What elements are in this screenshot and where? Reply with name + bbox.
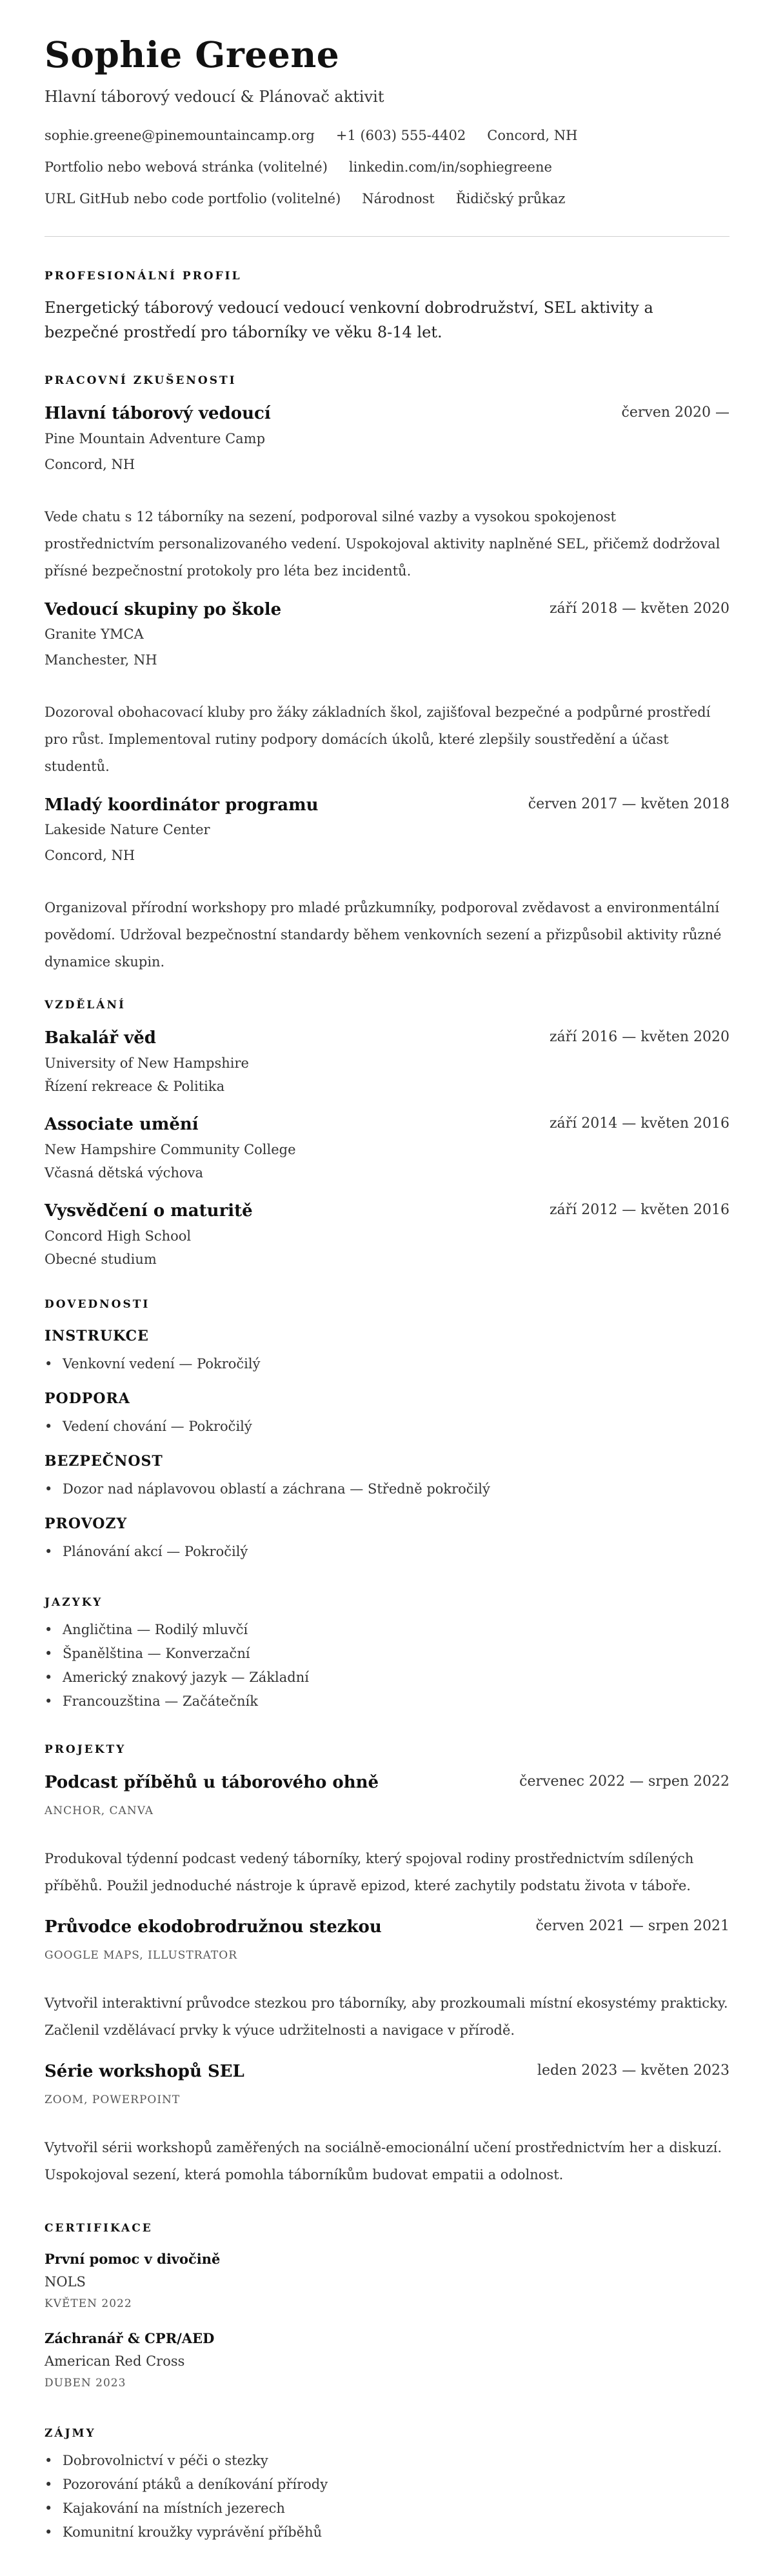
interests-heading: ZÁJMY: [45, 2427, 96, 2440]
skill-item: • Vedení chování — Pokročilý: [45, 1419, 252, 1434]
degree-title: Bakalář věd: [45, 1028, 156, 1048]
contact-line-1: [45, 128, 599, 143]
job-description: Vede chatu s 12 táborníky na sezení, podporoval silné vazby a vysokou spokojenost prostřednictvím personalizovaného vedení. Uspokojoval aktivity naplněné SEL, přičemž dodržoval přísné bezpečnostní protokoly pro léta bez incidentů.: [45, 509, 720, 579]
job-title: Vedoucí skupiny po škole: [45, 600, 282, 619]
job-location: Concord, NH: [45, 848, 135, 863]
project-title: Průvodce ekodobrodružnou stezkou: [45, 1917, 382, 1937]
school-name: University of New Hampshire: [45, 1055, 249, 1071]
job-location: Concord, NH: [45, 457, 135, 472]
project-dates: červenec 2022 — srpen 2022: [519, 1773, 729, 1790]
skill-category: BEZPEČNOST: [45, 1453, 163, 1470]
contact-line-3: [45, 191, 587, 206]
language-item: • Americký znakový jazyk — Základní: [45, 1670, 309, 1685]
github-link[interactable]: URL GitHub nebo code portfolio (volitelné): [45, 191, 341, 206]
languages-heading: JAZYKY: [45, 1596, 103, 1609]
education-heading: VZDĚLÁNÍ: [45, 999, 126, 1012]
skill-category: PODPORA: [45, 1390, 130, 1407]
language-item: • Španělština — Konverzační: [45, 1646, 250, 1661]
candidate-name: Sophie Greene: [45, 34, 340, 75]
job-title: Hlavní táborový vedoucí: [45, 404, 271, 423]
interest-item: • Dobrovolnictví v péči o stezky: [45, 2453, 268, 2468]
job-org: Granite YMCA: [45, 626, 144, 642]
interest-item: • Kajakování na místních jezerech: [45, 2501, 285, 2516]
job-description: Dozoroval obohacovací kluby pro žáky základních škol, zajišťoval bezpečné a podpůrné prostředí pro růst. Implementoval rutiny podpory domácích úkolů, které zlepšily soustředění a účast studentů.: [45, 704, 711, 774]
location-text: Concord, NH: [487, 128, 578, 143]
projects-heading: PROJEKTY: [45, 1743, 126, 1756]
degree-title: Associate umění: [45, 1115, 199, 1134]
license-text: Řidičský průkaz: [455, 191, 566, 206]
job-org: Pine Mountain Adventure Camp: [45, 431, 266, 446]
job-description: Organizoval přírodní workshopy pro mladé průzkumníky, podporoval zvědavost a environmentální povědomí. Udržoval bezpečnostní standardy během venkovních sezení a přizpůsobil aktivity různé dynamice skupin.: [45, 900, 722, 970]
school-name: Concord High School: [45, 1228, 192, 1244]
project-tools: ANCHOR, CANVA: [45, 1804, 154, 1817]
skills-heading: DOVEDNOSTI: [45, 1298, 150, 1311]
project-title: Série workshopů SEL: [45, 2062, 244, 2081]
cert-name: První pomoc v divočině: [45, 2251, 221, 2267]
project-tools: GOOGLE MAPS, ILLUSTRATOR: [45, 1949, 238, 1962]
profile-summary: Energetický táborový vedoucí vedoucí venkovní dobrodružství, SEL aktivity a bezpečné prostředí pro táborníky ve věku 8-14 let.: [45, 299, 653, 341]
degree-dates: září 2012 — květen 2016: [549, 1202, 729, 1218]
project-description: Vytvořil interaktivní průvodce stezkou pro táborníky, aby prozkoumali místní ekosystémy prakticky. Začlenil vzdělávací prvky k výuce udržitelnosti a navigace v přírodě.: [45, 1995, 728, 2038]
language-item: • Angličtina — Rodilý mluvčí: [45, 1622, 248, 1637]
project-title: Podcast příběhů u táborového ohně: [45, 1773, 379, 1792]
certifications-heading: CERTIFIKACE: [45, 2222, 153, 2235]
candidate-role: Hlavní táborový vedoucí & Plánovač aktivit: [45, 88, 384, 106]
field-of-study: Obecné studium: [45, 1252, 157, 1267]
cert-date: DUBEN 2023: [45, 2377, 126, 2390]
cert-name: Záchranář & CPR/AED: [45, 2330, 215, 2346]
project-description: Vytvořil sérii workshopů zaměřených na sociálně-emocionální učení prostřednictvím her a diskuzí. Uspokojoval sezení, která pomohla táborníkům budovat empatii a odolnost.: [45, 2140, 722, 2182]
experience-heading: PRACOVNÍ ZKUŠENOSTI: [45, 374, 237, 387]
phone-text: +1 (603) 555-4402: [335, 128, 466, 143]
project-description: Produkoval týdenní podcast vedený táborníky, který spojoval rodiny prostřednictvím sdílených příběhů. Použil jednoduché nástroje k úpravě epizod, které zachytily podstatu života v táboře.: [45, 1851, 694, 1893]
nationality-text: Národnost: [362, 191, 435, 206]
header-divider: [45, 236, 729, 237]
skill-item: • Venkovní vedení — Pokročilý: [45, 1356, 260, 1372]
skill-item: • Plánování akcí — Pokročilý: [45, 1544, 248, 1559]
email-link[interactable]: sophie.greene@pinemountaincamp.org: [45, 128, 315, 143]
skill-item: • Dozor nad náplavovou oblastí a záchrana — Středně pokročilý: [45, 1481, 490, 1497]
job-location: Manchester, NH: [45, 652, 157, 668]
school-name: New Hampshire Community College: [45, 1142, 296, 1157]
job-title: Mladý koordinátor programu: [45, 795, 319, 815]
profile-heading: PROFESIONÁLNÍ PROFIL: [45, 270, 242, 283]
job-org: Lakeside Nature Center: [45, 822, 210, 837]
degree-dates: září 2014 — květen 2016: [549, 1115, 729, 1132]
degree-dates: září 2016 — květen 2020: [549, 1029, 729, 1045]
skill-category: PROVOZY: [45, 1515, 128, 1532]
cert-issuer: American Red Cross: [45, 2353, 185, 2369]
contact-line-2: [45, 159, 573, 175]
job-dates: září 2018 — květen 2020: [549, 601, 729, 617]
skill-category: INSTRUKCE: [45, 1328, 149, 1344]
field-of-study: Řízení rekreace & Politika: [45, 1079, 225, 1094]
project-tools: ZOOM, POWERPOINT: [45, 2093, 181, 2106]
interest-item: • Pozorování ptáků a deníkování přírody: [45, 2477, 328, 2492]
cert-issuer: NOLS: [45, 2274, 86, 2290]
linkedin-link[interactable]: linkedin.com/in/sophiegreene: [348, 159, 552, 175]
project-dates: červen 2021 — srpen 2021: [535, 1918, 729, 1934]
field-of-study: Včasná dětská výchova: [45, 1165, 203, 1181]
portfolio-link[interactable]: Portfolio nebo webová stránka (volitelné): [45, 159, 328, 175]
interest-item: • Komunitní kroužky vyprávění příběhů: [45, 2524, 322, 2540]
job-dates: červen 2020 —: [621, 404, 729, 421]
job-dates: červen 2017 — květen 2018: [528, 796, 729, 812]
cert-date: KVĚTEN 2022: [45, 2297, 132, 2310]
degree-title: Vysvědčení o maturitě: [45, 1201, 253, 1221]
language-item: • Francouzština — Začátečník: [45, 1693, 258, 1709]
project-dates: leden 2023 — květen 2023: [537, 2062, 729, 2079]
